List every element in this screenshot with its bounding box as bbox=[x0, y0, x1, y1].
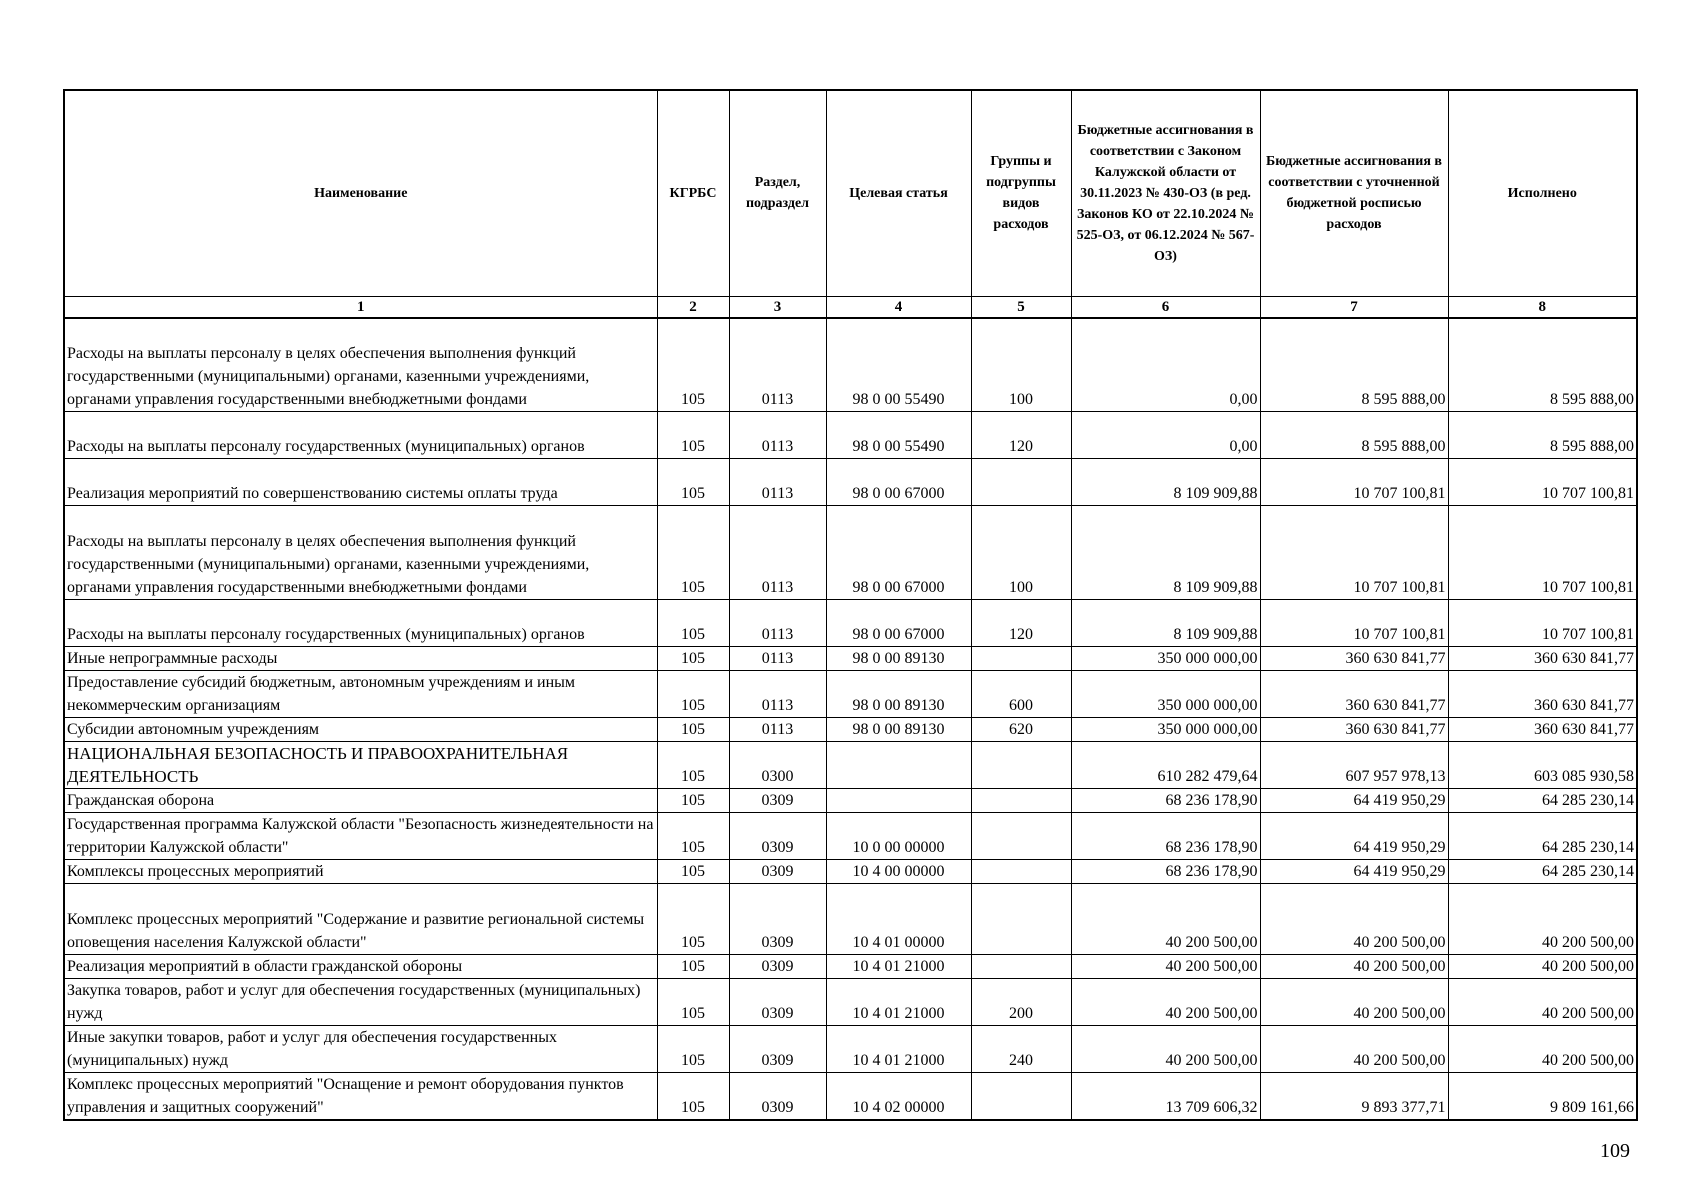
row-name: Комплекс процессных мероприятий "Оснащение и ремонт оборудования пунктов управления и защитных сооружений" bbox=[64, 1073, 657, 1121]
row-executed-amount: 40 200 500,00 bbox=[1448, 1026, 1637, 1073]
header-kgrbs: КГРБС bbox=[657, 90, 729, 296]
row-target: 98 0 00 67000 bbox=[826, 600, 971, 647]
row-kgrbs: 105 bbox=[657, 860, 729, 884]
row-name: Комплексы процессных мероприятий bbox=[64, 860, 657, 884]
row-kgrbs: 105 bbox=[657, 1026, 729, 1073]
row-kgrbs: 105 bbox=[657, 789, 729, 813]
column-number: 3 bbox=[729, 296, 826, 318]
row-section: 0113 bbox=[729, 318, 826, 412]
row-section: 0309 bbox=[729, 789, 826, 813]
row-target bbox=[826, 789, 971, 813]
row-group: 240 bbox=[971, 1026, 1071, 1073]
row-kgrbs: 105 bbox=[657, 506, 729, 600]
row-refined-amount: 64 419 950,29 bbox=[1260, 813, 1448, 860]
row-kgrbs: 105 bbox=[657, 813, 729, 860]
table-row bbox=[64, 884, 1637, 955]
row-refined-amount: 10 707 100,81 bbox=[1260, 459, 1448, 506]
row-target: 98 0 00 89130 bbox=[826, 671, 971, 718]
row-group: 620 bbox=[971, 718, 1071, 742]
table-row bbox=[64, 412, 1637, 459]
row-name: Расходы на выплаты персоналу в целях обеспечения выполнения функций государственными (муниципальными) органами, казенными учреждениями, органами управления государственными внебюджетными фондами bbox=[64, 506, 657, 600]
row-law-amount: 40 200 500,00 bbox=[1071, 1026, 1260, 1073]
row-name: Субсидии автономным учреждениям bbox=[64, 718, 657, 742]
row-refined-amount: 8 595 888,00 bbox=[1260, 318, 1448, 412]
row-kgrbs: 105 bbox=[657, 412, 729, 459]
row-refined-amount: 360 630 841,77 bbox=[1260, 718, 1448, 742]
table-row bbox=[64, 506, 1637, 600]
row-name: НАЦИОНАЛЬНАЯ БЕЗОПАСНОСТЬ И ПРАВООХРАНИТЕЛЬНАЯ ДЕЯТЕЛЬНОСТЬ bbox=[64, 742, 657, 789]
header-expense-groups: Группы и подгруппы видов расходов bbox=[971, 90, 1071, 296]
row-name: Расходы на выплаты персоналу в целях обеспечения выполнения функций государственными (муниципальными) органами, казенными учреждениями, органами управления государственными внебюджетными фондами bbox=[64, 318, 657, 412]
row-executed-amount: 40 200 500,00 bbox=[1448, 979, 1637, 1026]
row-kgrbs: 105 bbox=[657, 671, 729, 718]
row-name: Реализация мероприятий по совершенствованию системы оплаты труда bbox=[64, 459, 657, 506]
row-name: Расходы на выплаты персоналу государственных (муниципальных) органов bbox=[64, 600, 657, 647]
table-row bbox=[64, 600, 1637, 647]
row-kgrbs: 105 bbox=[657, 884, 729, 955]
row-name: Предоставление субсидий бюджетным, автономным учреждениям и иным некоммерческим организациям bbox=[64, 671, 657, 718]
row-target: 10 0 00 00000 bbox=[826, 813, 971, 860]
row-group bbox=[971, 789, 1071, 813]
row-executed-amount: 10 707 100,81 bbox=[1448, 600, 1637, 647]
row-section: 0113 bbox=[729, 600, 826, 647]
header-refined-allocations: Бюджетные ассигнования в соответствии с уточненной бюджетной росписью расходов bbox=[1260, 90, 1448, 296]
row-executed-amount: 10 707 100,81 bbox=[1448, 459, 1637, 506]
column-number: 7 bbox=[1260, 296, 1448, 318]
row-group bbox=[971, 742, 1071, 789]
header-executed: Исполнено bbox=[1448, 90, 1637, 296]
row-section: 0113 bbox=[729, 718, 826, 742]
row-kgrbs: 105 bbox=[657, 1073, 729, 1121]
row-executed-amount: 360 630 841,77 bbox=[1448, 647, 1637, 671]
row-name: Реализация мероприятий в области гражданской обороны bbox=[64, 955, 657, 979]
row-section: 0309 bbox=[729, 1026, 826, 1073]
table-row bbox=[64, 813, 1637, 860]
row-refined-amount: 360 630 841,77 bbox=[1260, 671, 1448, 718]
row-target: 10 4 01 00000 bbox=[826, 884, 971, 955]
row-executed-amount: 40 200 500,00 bbox=[1448, 884, 1637, 955]
row-kgrbs: 105 bbox=[657, 318, 729, 412]
row-refined-amount: 40 200 500,00 bbox=[1260, 884, 1448, 955]
row-refined-amount: 10 707 100,81 bbox=[1260, 506, 1448, 600]
row-executed-amount: 9 809 161,66 bbox=[1448, 1073, 1637, 1121]
row-group: 120 bbox=[971, 600, 1071, 647]
row-section: 0113 bbox=[729, 647, 826, 671]
row-target: 10 4 01 21000 bbox=[826, 979, 971, 1026]
table-row bbox=[64, 671, 1637, 718]
row-target: 98 0 00 89130 bbox=[826, 718, 971, 742]
row-group bbox=[971, 647, 1071, 671]
table-row bbox=[64, 742, 1637, 789]
row-section: 0113 bbox=[729, 671, 826, 718]
row-refined-amount: 360 630 841,77 bbox=[1260, 647, 1448, 671]
row-section: 0309 bbox=[729, 1073, 826, 1121]
row-executed-amount: 8 595 888,00 bbox=[1448, 318, 1637, 412]
row-kgrbs: 105 bbox=[657, 955, 729, 979]
row-refined-amount: 607 957 978,13 bbox=[1260, 742, 1448, 789]
row-refined-amount: 9 893 377,71 bbox=[1260, 1073, 1448, 1121]
row-target: 98 0 00 67000 bbox=[826, 459, 971, 506]
table-row bbox=[64, 318, 1637, 412]
row-name: Гражданская оборона bbox=[64, 789, 657, 813]
row-refined-amount: 40 200 500,00 bbox=[1260, 1026, 1448, 1073]
row-executed-amount: 8 595 888,00 bbox=[1448, 412, 1637, 459]
column-number: 6 bbox=[1071, 296, 1260, 318]
table-row bbox=[64, 955, 1637, 979]
row-group bbox=[971, 813, 1071, 860]
row-section: 0309 bbox=[729, 955, 826, 979]
row-law-amount: 40 200 500,00 bbox=[1071, 884, 1260, 955]
row-refined-amount: 8 595 888,00 bbox=[1260, 412, 1448, 459]
row-section: 0309 bbox=[729, 884, 826, 955]
table-row bbox=[64, 718, 1637, 742]
table-row bbox=[64, 860, 1637, 884]
table-row bbox=[64, 459, 1637, 506]
table-row bbox=[64, 789, 1637, 813]
row-executed-amount: 360 630 841,77 bbox=[1448, 718, 1637, 742]
row-law-amount: 68 236 178,90 bbox=[1071, 860, 1260, 884]
row-law-amount: 40 200 500,00 bbox=[1071, 979, 1260, 1026]
table-row bbox=[64, 979, 1637, 1026]
page-number: 109 bbox=[1600, 1140, 1630, 1162]
row-group bbox=[971, 955, 1071, 979]
row-group: 100 bbox=[971, 506, 1071, 600]
row-kgrbs: 105 bbox=[657, 647, 729, 671]
row-executed-amount: 64 285 230,14 bbox=[1448, 789, 1637, 813]
row-section: 0309 bbox=[729, 860, 826, 884]
row-name: Расходы на выплаты персоналу государственных (муниципальных) органов bbox=[64, 412, 657, 459]
row-executed-amount: 64 285 230,14 bbox=[1448, 813, 1637, 860]
row-law-amount: 610 282 479,64 bbox=[1071, 742, 1260, 789]
row-law-amount: 68 236 178,90 bbox=[1071, 813, 1260, 860]
row-law-amount: 40 200 500,00 bbox=[1071, 955, 1260, 979]
row-law-amount: 350 000 000,00 bbox=[1071, 718, 1260, 742]
table-row bbox=[64, 1073, 1637, 1121]
row-executed-amount: 603 085 930,58 bbox=[1448, 742, 1637, 789]
row-kgrbs: 105 bbox=[657, 600, 729, 647]
row-law-amount: 8 109 909,88 bbox=[1071, 600, 1260, 647]
row-executed-amount: 360 630 841,77 bbox=[1448, 671, 1637, 718]
row-group: 200 bbox=[971, 979, 1071, 1026]
row-refined-amount: 64 419 950,29 bbox=[1260, 789, 1448, 813]
row-name: Иные закупки товаров, работ и услуг для обеспечения государственных (муниципальных) нужд bbox=[64, 1026, 657, 1073]
row-law-amount: 13 709 606,32 bbox=[1071, 1073, 1260, 1121]
row-executed-amount: 64 285 230,14 bbox=[1448, 860, 1637, 884]
row-section: 0309 bbox=[729, 813, 826, 860]
column-number: 5 bbox=[971, 296, 1071, 318]
header-target-article: Целевая статья bbox=[826, 90, 971, 296]
row-kgrbs: 105 bbox=[657, 459, 729, 506]
row-executed-amount: 40 200 500,00 bbox=[1448, 955, 1637, 979]
row-target: 98 0 00 67000 bbox=[826, 506, 971, 600]
column-number: 1 bbox=[64, 296, 657, 318]
header-law-allocations: Бюджетные ассигнования в соответствии с Законом Калужской области от 30.11.2023 № 430-ОЗ (в ред. Законов КО от 22.10.2024 № 525-ОЗ, от 06.12.2024 № 567-ОЗ) bbox=[1071, 90, 1260, 296]
column-number: 2 bbox=[657, 296, 729, 318]
row-group bbox=[971, 860, 1071, 884]
row-section: 0113 bbox=[729, 459, 826, 506]
header-section: Раздел, подраздел bbox=[729, 90, 826, 296]
row-target: 10 4 00 00000 bbox=[826, 860, 971, 884]
row-law-amount: 350 000 000,00 bbox=[1071, 647, 1260, 671]
row-target bbox=[826, 742, 971, 789]
row-name: Комплекс процессных мероприятий "Содержание и развитие региональной системы оповещения населения Калужской области" bbox=[64, 884, 657, 955]
row-refined-amount: 40 200 500,00 bbox=[1260, 979, 1448, 1026]
header-name: Наименование bbox=[64, 90, 657, 296]
budget-execution-table bbox=[63, 89, 1638, 1121]
row-kgrbs: 105 bbox=[657, 718, 729, 742]
row-target: 10 4 01 21000 bbox=[826, 1026, 971, 1073]
row-law-amount: 350 000 000,00 bbox=[1071, 671, 1260, 718]
row-target: 98 0 00 55490 bbox=[826, 412, 971, 459]
row-group bbox=[971, 459, 1071, 506]
row-target: 98 0 00 89130 bbox=[826, 647, 971, 671]
header-row bbox=[64, 90, 1637, 296]
row-group bbox=[971, 884, 1071, 955]
row-target: 98 0 00 55490 bbox=[826, 318, 971, 412]
row-law-amount: 68 236 178,90 bbox=[1071, 789, 1260, 813]
column-number-row bbox=[64, 296, 1637, 318]
row-target: 10 4 02 00000 bbox=[826, 1073, 971, 1121]
row-section: 0113 bbox=[729, 506, 826, 600]
row-refined-amount: 10 707 100,81 bbox=[1260, 600, 1448, 647]
row-group: 600 bbox=[971, 671, 1071, 718]
row-executed-amount: 10 707 100,81 bbox=[1448, 506, 1637, 600]
row-law-amount: 0,00 bbox=[1071, 412, 1260, 459]
row-law-amount: 0,00 bbox=[1071, 318, 1260, 412]
row-law-amount: 8 109 909,88 bbox=[1071, 506, 1260, 600]
row-section: 0113 bbox=[729, 412, 826, 459]
row-kgrbs: 105 bbox=[657, 979, 729, 1026]
row-refined-amount: 64 419 950,29 bbox=[1260, 860, 1448, 884]
row-group: 120 bbox=[971, 412, 1071, 459]
row-target: 10 4 01 21000 bbox=[826, 955, 971, 979]
column-number: 4 bbox=[826, 296, 971, 318]
row-section: 0300 bbox=[729, 742, 826, 789]
row-group bbox=[971, 1073, 1071, 1121]
table-row bbox=[64, 647, 1637, 671]
row-name: Иные непрограммные расходы bbox=[64, 647, 657, 671]
row-kgrbs: 105 bbox=[657, 742, 729, 789]
row-refined-amount: 40 200 500,00 bbox=[1260, 955, 1448, 979]
row-name: Государственная программа Калужской области "Безопасность жизнедеятельности на территории Калужской области" bbox=[64, 813, 657, 860]
row-law-amount: 8 109 909,88 bbox=[1071, 459, 1260, 506]
column-number: 8 bbox=[1448, 296, 1637, 318]
row-group: 100 bbox=[971, 318, 1071, 412]
row-section: 0309 bbox=[729, 979, 826, 1026]
table-row bbox=[64, 1026, 1637, 1073]
row-name: Закупка товаров, работ и услуг для обеспечения государственных (муниципальных) нужд bbox=[64, 979, 657, 1026]
